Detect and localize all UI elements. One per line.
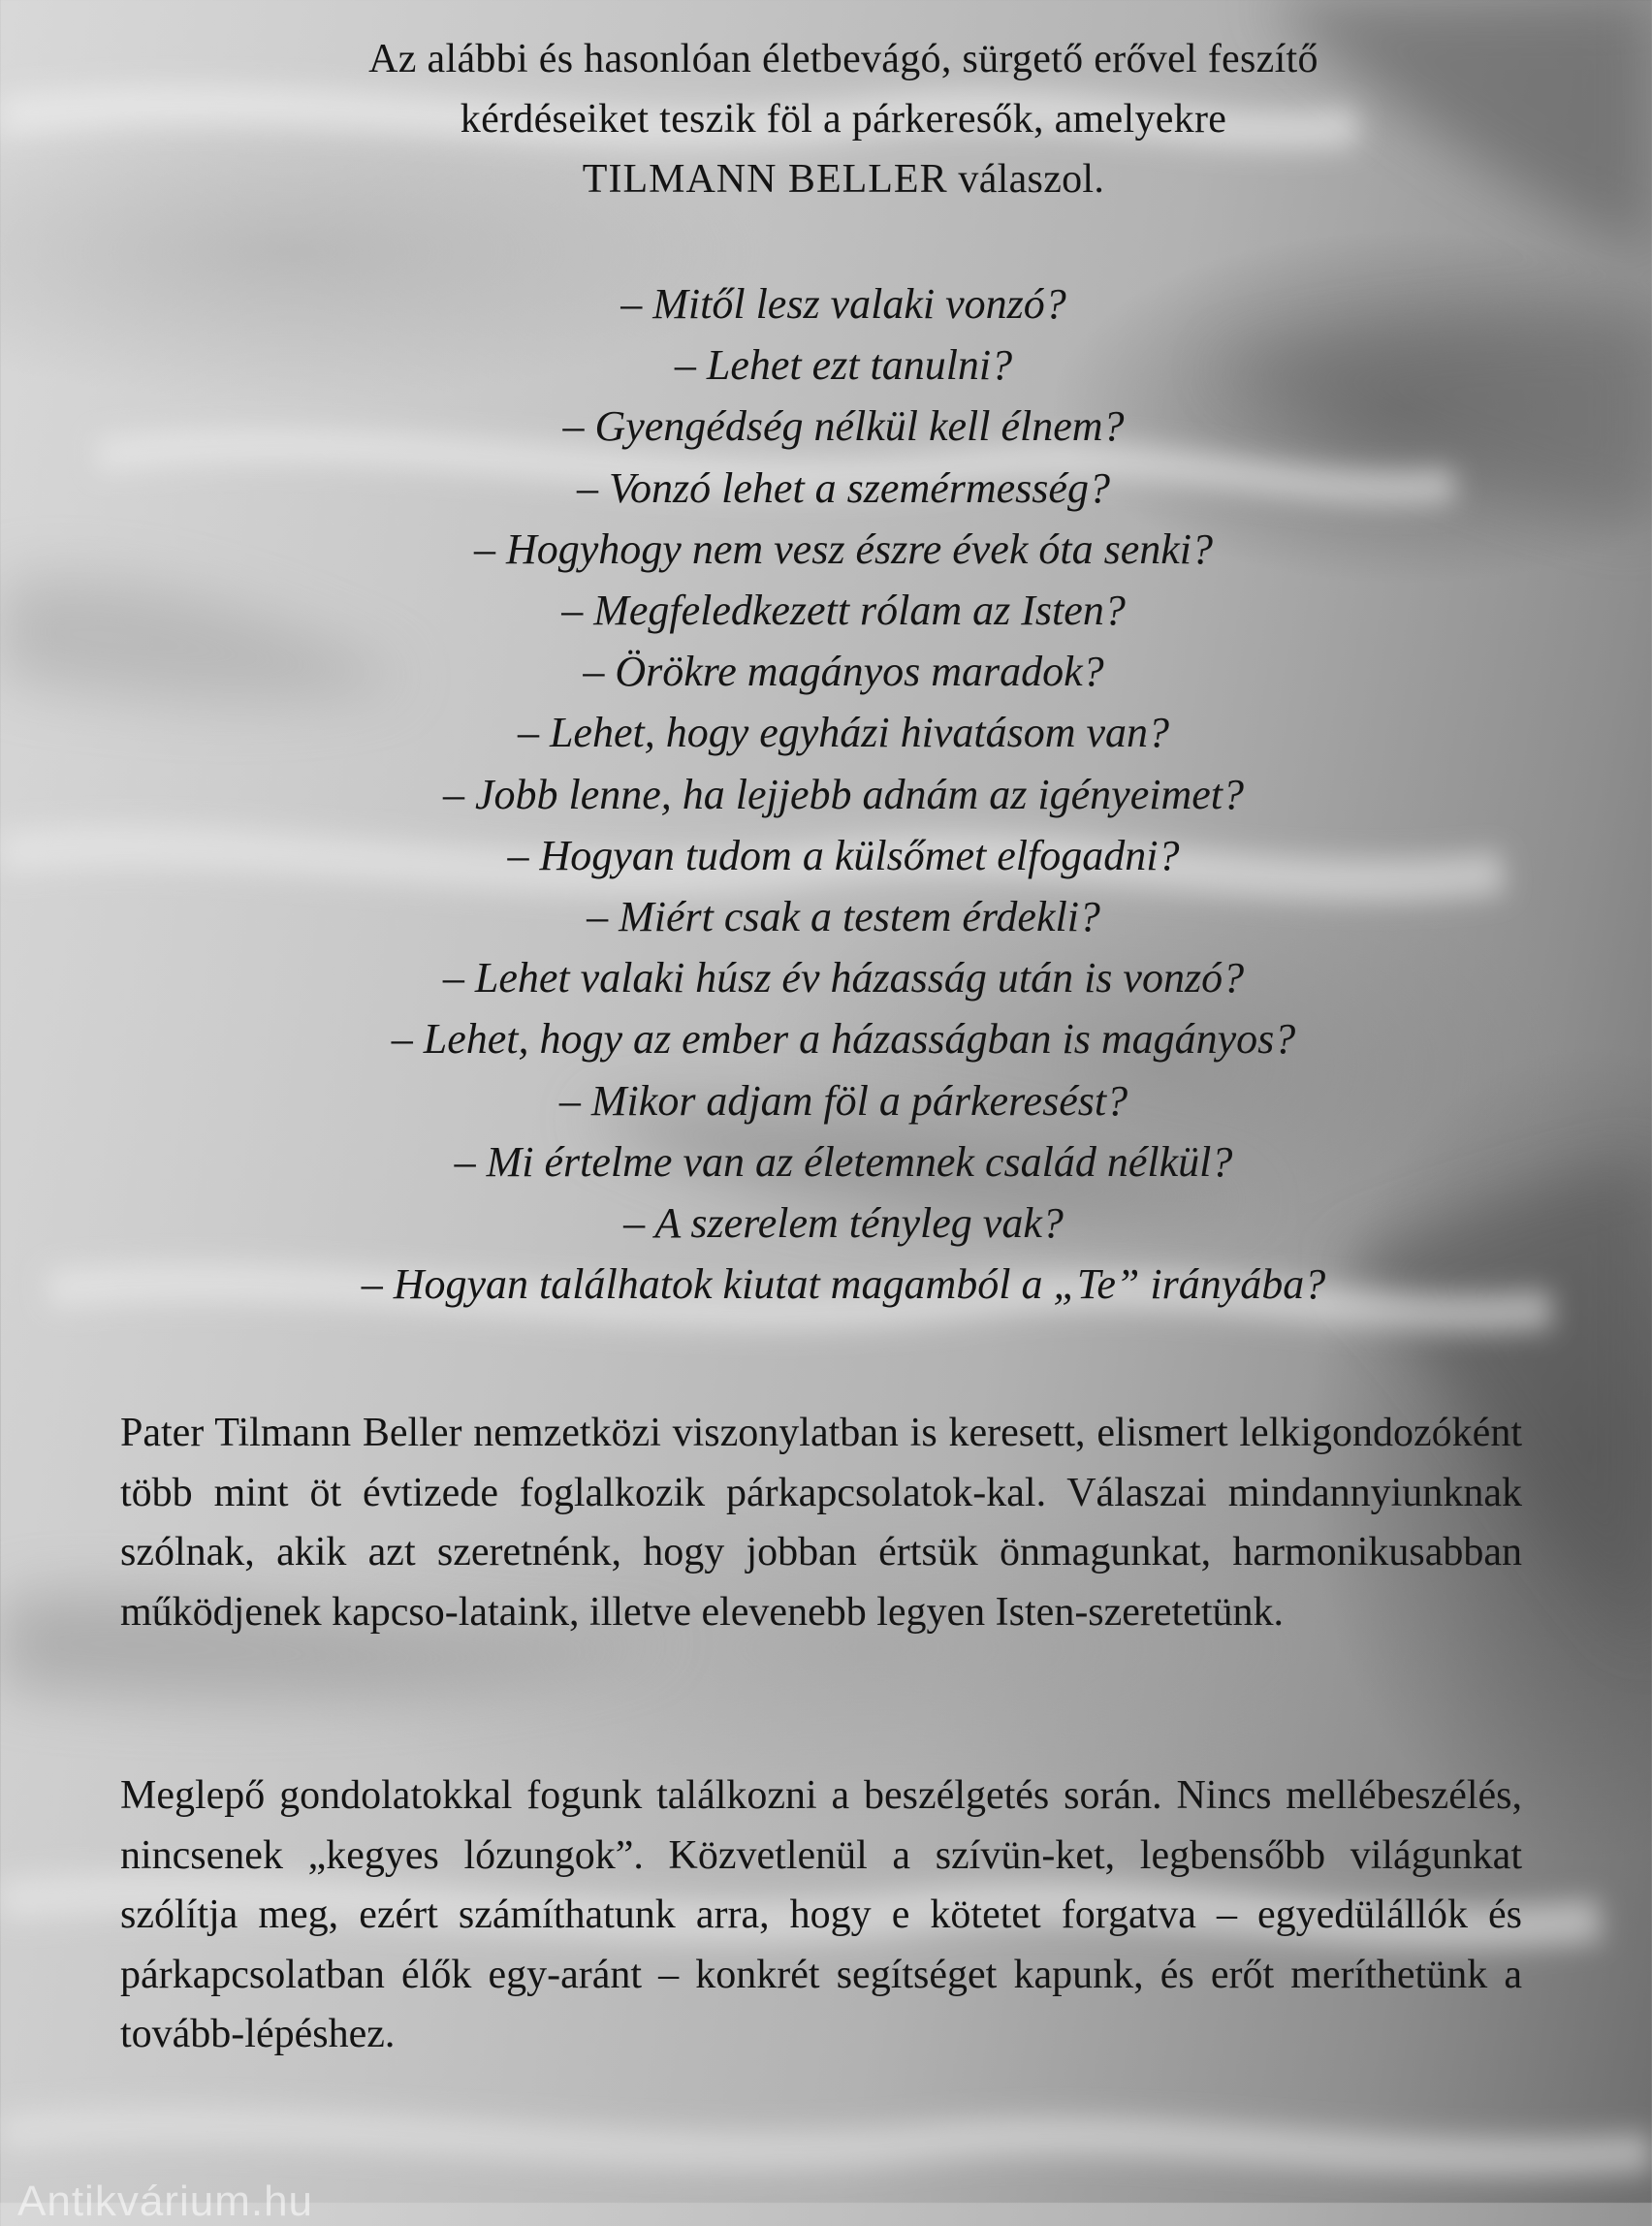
- intro-text: [213, 29, 1474, 209]
- question-item: – Örökre magányos maradok?: [583, 648, 1104, 696]
- question-item: – Mikor adjam föl a párkeresést?: [558, 1076, 1128, 1125]
- intro-line-3: [213, 149, 1474, 209]
- question-item: – Miért csak a testem érdekli?: [587, 893, 1100, 941]
- question-item: – Hogyan találhatok kiutat magamból a „Te” irányába?: [361, 1260, 1326, 1309]
- question-item: – Vonzó lehet a szemérmesség?: [577, 463, 1110, 512]
- intro-line-1: Az alábbi és hasonlóan életbevágó, sürgető erővel feszítő: [368, 37, 1318, 81]
- question-list: [213, 273, 1474, 1315]
- question-item: – Lehet, hogy az ember a házasságban is magányos?: [391, 1015, 1296, 1064]
- intro-line-2: kérdéseiket teszik föl a párkeresők, amelyekre: [460, 97, 1227, 142]
- question-item: – Hogyhogy nem vesz észre évek óta senki?: [474, 525, 1213, 573]
- intro-line-3-rest: válaszol.: [947, 157, 1105, 202]
- watermark: Antikvárium.hu: [17, 2178, 314, 2225]
- question-item: – Lehet ezt tanulni?: [674, 341, 1013, 390]
- question-item: – Mi értelme van az életemnek család nélkül?: [454, 1137, 1233, 1186]
- question-item: – Hogyan tudom a külsőmet elfogadni?: [507, 831, 1180, 879]
- description-paragraph-1: Pater Tilmann Beller nemzetközi viszonylatban is keresett, elismert lelkigondozóként több mint öt évtizede foglalkozik párkapcsolatok-kal. Válaszai mindannyiunknak szólnak, akik azt szeretnénk, hogy jobban értsük önmagunkat, harmonikusabban működjenek kapcso-lataink, illetve elevenebb legyen Isten-szeretetünk.: [120, 1411, 1522, 1635]
- question-item: – Gyengédség nélkül kell élnem?: [562, 402, 1125, 451]
- author-name: TILMANN BELLER: [582, 157, 948, 202]
- question-item: – Lehet, hogy egyházi hivatásom van?: [517, 709, 1170, 757]
- question-item: – A szerelem tényleg vak?: [623, 1199, 1064, 1248]
- description-paragraph-2: Meglepő gondolatokkal fogunk találkozni a beszélgetés során. Nincs mellébeszélés, nincsenek „kegyes lózungok”. Közvetlenül a szívün-ket, legbensőbb világunkat szólítja meg, ezért számíthatunk arra, hogy e kötetet forgatva – egyedülállók és párkapcsolatban élők egy-aránt – konkrét segítséget kapunk, és erőt meríthetünk a tovább-lépéshez.: [120, 1773, 1522, 2056]
- question-item: – Mitől lesz valaki vonzó?: [620, 280, 1066, 328]
- question-item: – Megfeledkezett rólam az Isten?: [561, 587, 1126, 635]
- question-item: – Lehet valaki húsz év házasság után is vonzó?: [442, 954, 1245, 1002]
- question-item: – Jobb lenne, ha lejjebb adnám az igényeimet?: [442, 770, 1244, 818]
